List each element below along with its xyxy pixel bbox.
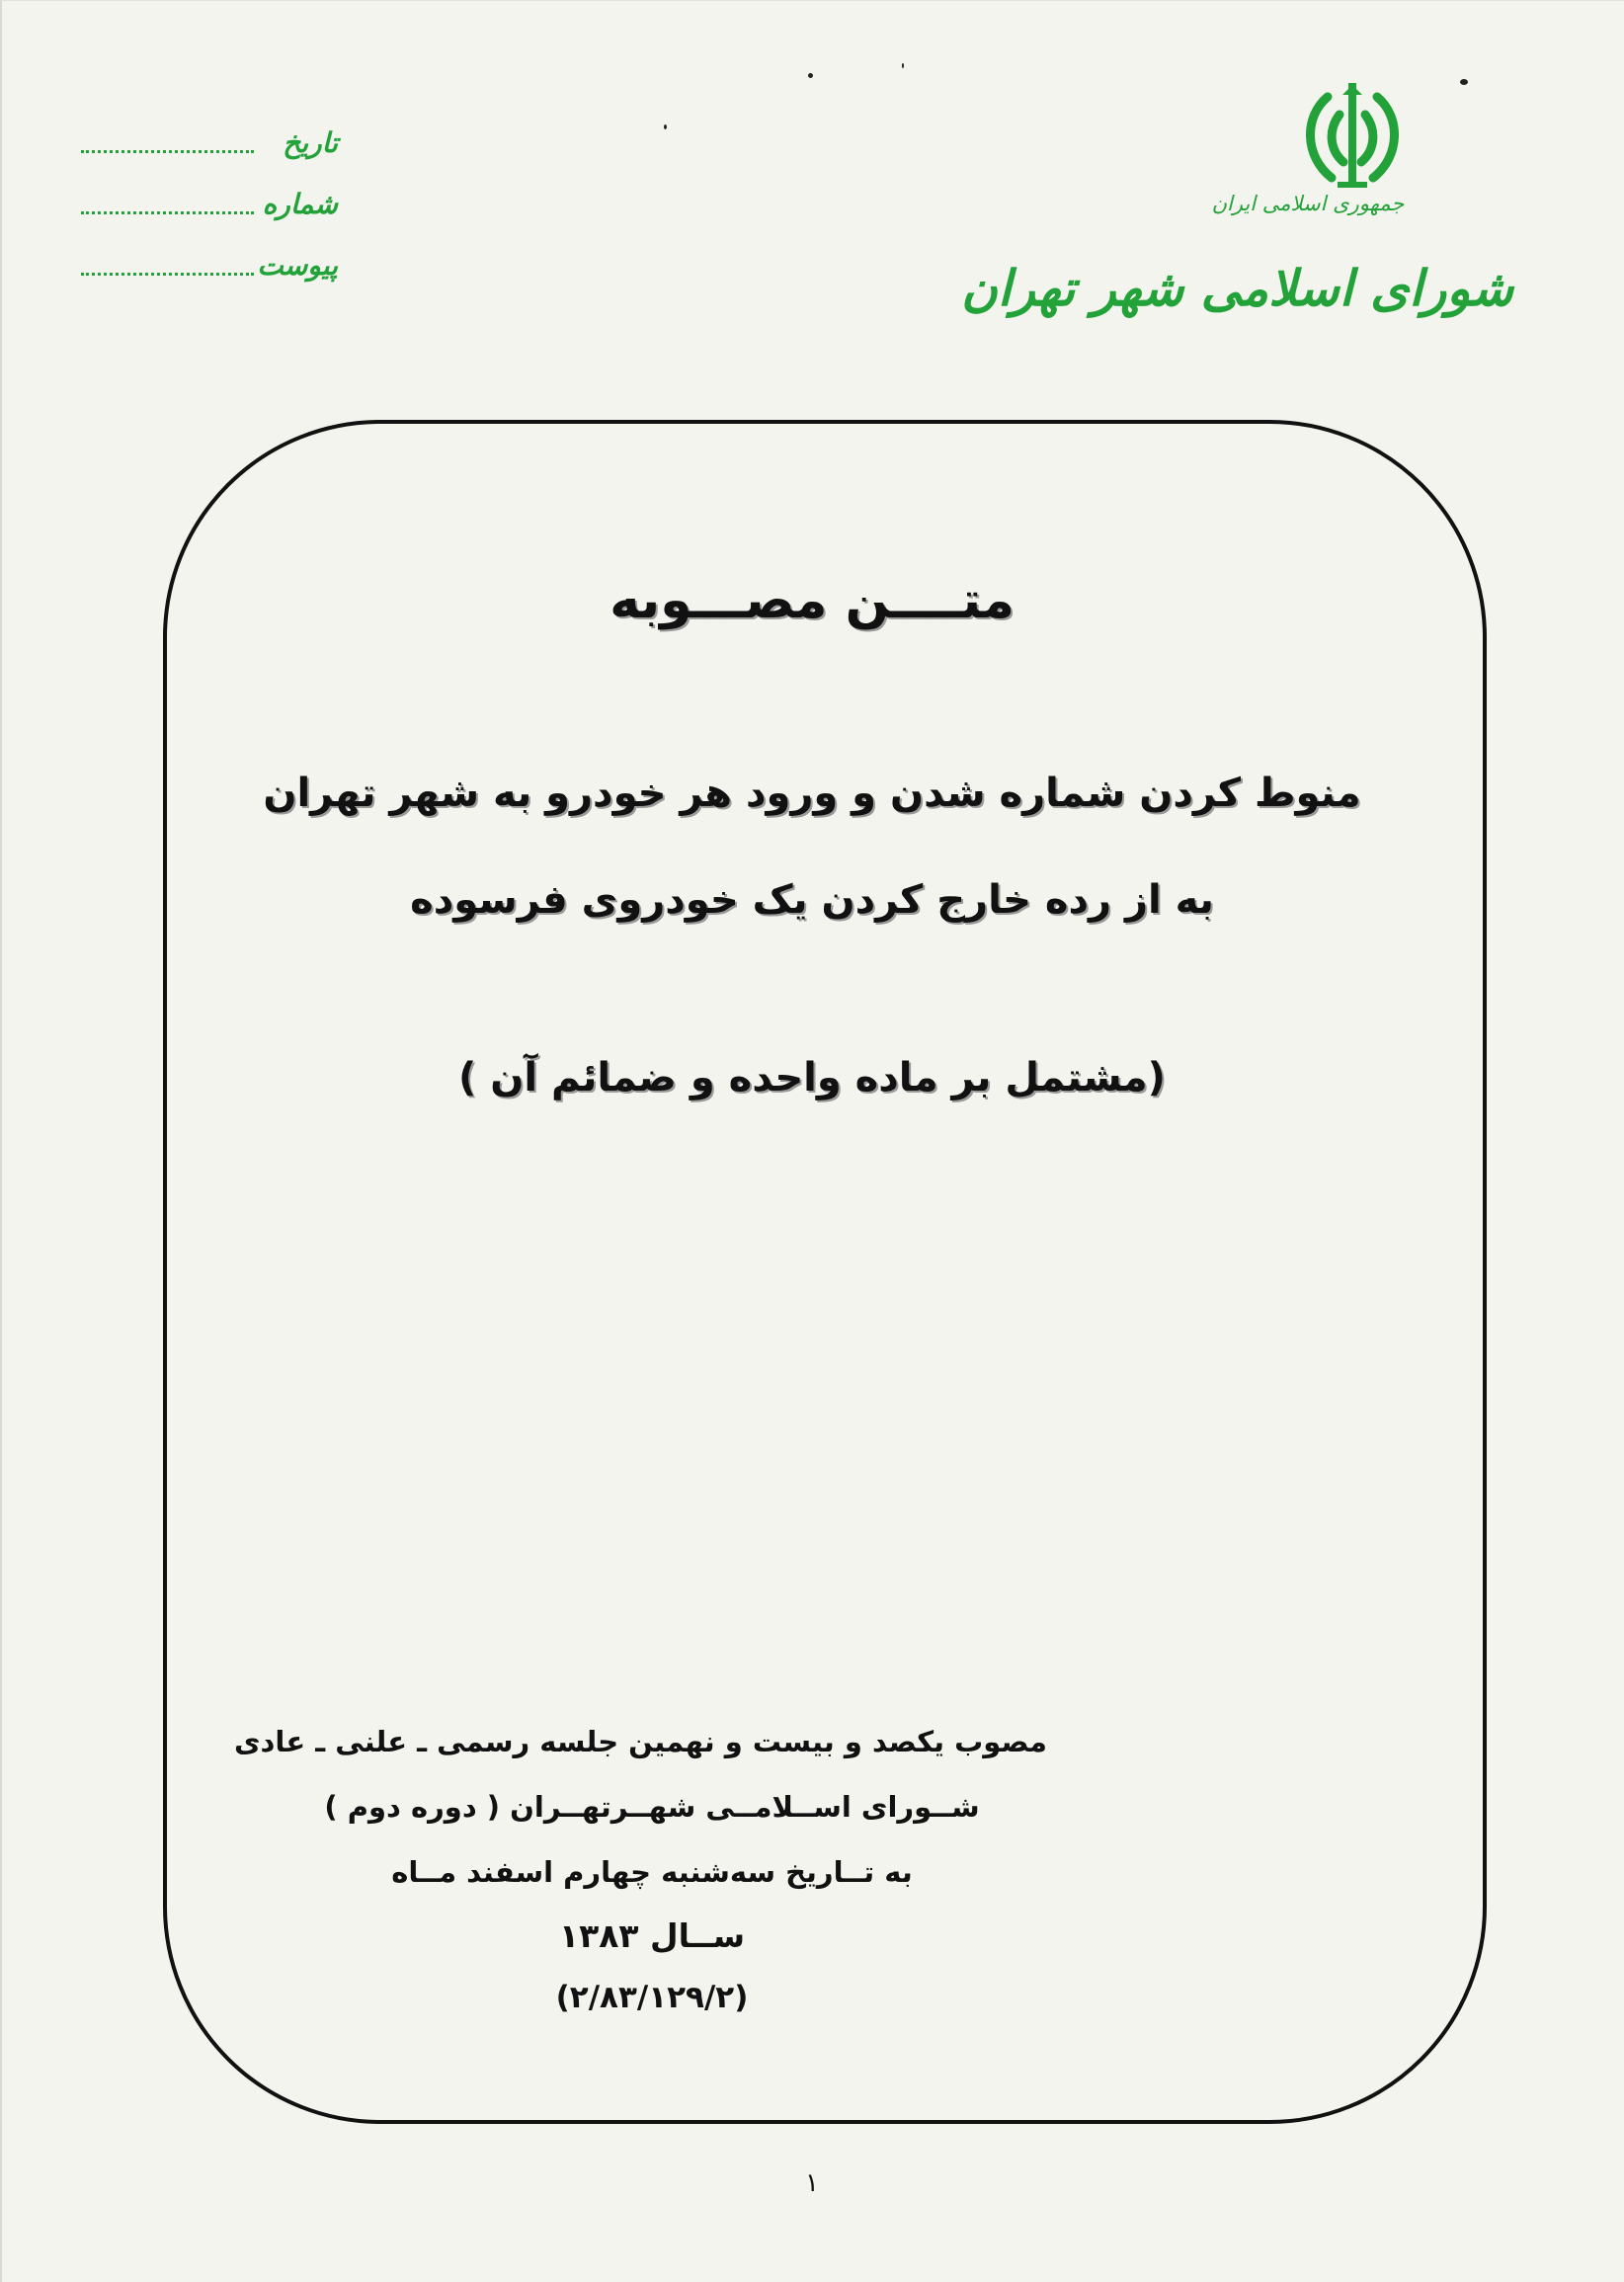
date-field: [81, 126, 338, 188]
number-field: [81, 188, 338, 249]
approval-year: ســال ۱۳۸۳: [558, 1916, 746, 1955]
attachment-label: پیوست: [257, 249, 338, 282]
document-heading: متــــن مصـــوبه: [609, 571, 1015, 630]
meta-fields: [81, 126, 338, 310]
approval-session: مصوب یکصد و بیست و نهمین جلسه رسمی ـ علنی ـ عادی: [233, 1725, 1047, 1758]
date-label: تاریخ: [283, 126, 338, 159]
page-number: ۱: [805, 2168, 819, 2198]
attachment-field: [81, 249, 338, 310]
scan-speck: [902, 63, 904, 68]
approval-date: به تــاریخ سه‌شنبه چهارم اسفند مــاه: [391, 1855, 913, 1889]
approval-council: شــورای اســلامــی شهــرتهــران ( دوره دوم ): [324, 1790, 980, 1824]
subject-line: منوط کردن شماره شدن و ورود هر خودرو به شهر تهران: [263, 771, 1361, 816]
subject-scope-line: (مشتمل بر ماده واحده و ضمائم آن ): [458, 1055, 1166, 1100]
date-dotted-line: [81, 150, 254, 153]
republic-name: جمهوری اسلامی ایران: [1211, 192, 1405, 215]
subject-line: به از رده خارج کردن یک خودروی فرسوده: [410, 877, 1214, 923]
emblem-logo: [1293, 79, 1412, 193]
number-label: شماره: [262, 188, 338, 220]
scan-speck: [664, 124, 667, 129]
council-name: شورای اسلامی شهر تهران: [961, 259, 1513, 317]
scan-speck: [1460, 79, 1468, 85]
scan-speck: [808, 73, 813, 78]
number-dotted-line: [81, 211, 254, 214]
attachment-dotted-line: [81, 273, 254, 276]
approval-reference-number: (۲/۸۳/۱۲۹/۲): [555, 1980, 749, 2015]
iran-emblem-icon: [1298, 79, 1407, 193]
